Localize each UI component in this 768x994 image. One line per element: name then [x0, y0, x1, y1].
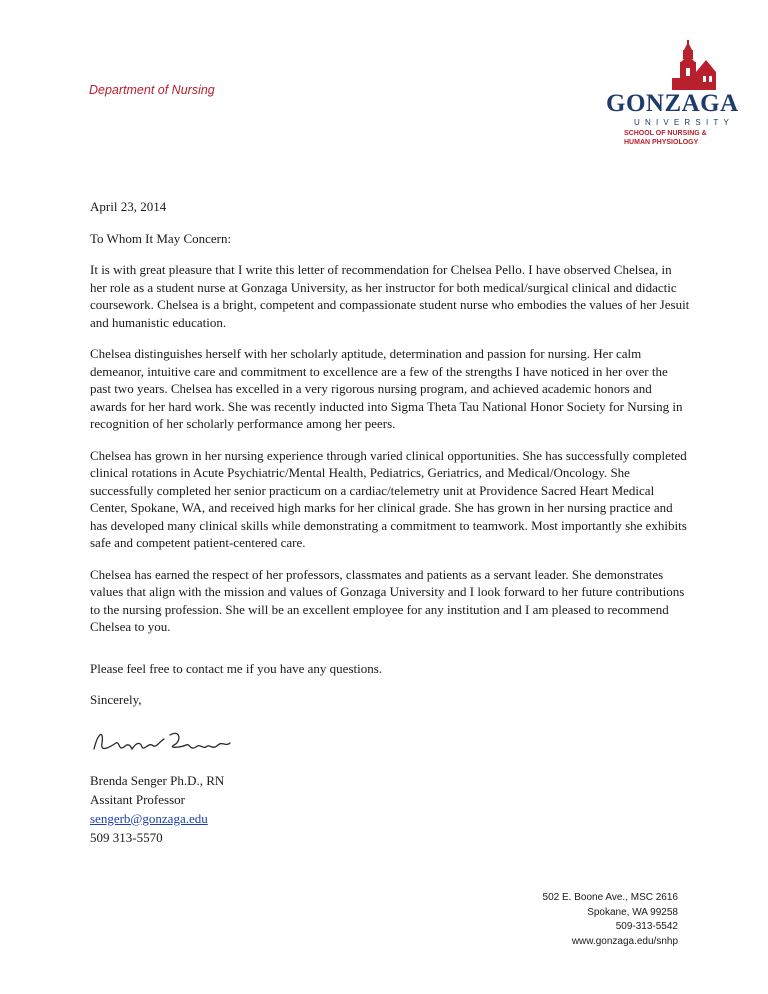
footer-address-line2: Spokane, WA 99258 — [587, 906, 678, 918]
signer-email-link[interactable]: sengerb@gonzaga.edu — [90, 810, 208, 826]
paragraph-2: Chelsea distinguishes herself with her scholarly aptitude, determination and passion for nursing. Her calm demeanor, intuitive care and commitment to excellence are a few of the strengths I have noticed in her over the past two years. Chelsea has excelled in a very rigorous nursing program, and achieved academic honors and awards for her hard work. She was recently inducted into Sigma Theta Tau National Honor Society for Nursing in recognition of her scholarly performance among her peers. — [90, 346, 683, 431]
logo-school-name — [624, 129, 736, 147]
logo-school-line2: HUMAN PHYSIOLOGY — [624, 139, 699, 146]
paragraph-4: Chelsea has earned the respect of her professors, classmates and patients as a servant leader. She demonstrates values that align with the mission and values of Gonzaga University and I look forward to her future contributions to the nursing profession. She will be an excellent employee for any institution and I am pleased to recommend Chelsea to you. — [90, 566, 685, 634]
letter-body — [90, 198, 690, 847]
paragraph-1: It is with great pleasure that I write this letter of recommendation for Chelsea Pello. I have observed Chelsea, in her role as a student nurse at Gonzaga University, as her instructor for both medical/surgical clinical and didactic coursework. Chelsea is a bright, competent and compassionate student nurse who embodies the values of her Jesuit and humanistic education. — [90, 262, 690, 330]
paragraph-3: Chelsea has grown in her nursing experience through varied clinical opportunities. She has successfully completed clinical rotations in Acute Psychiatric/Mental Health, Pediatrics, Geriatrics, and Medical/Oncology. She successfully completed her senior practicum on a cardiac/telemetry unit at Providence Sacred Heart Medical Center, Spokane, WA, and received high marks for her clinical grade. She has grown in her nursing practice and has developed many clinical skills while demonstrating a commitment to teamwork. Most importantly she exhibits safe and competent patient-centered care. — [90, 447, 687, 550]
logo-subtitle: UNIVERSITY — [633, 118, 734, 127]
closing-note: Please feel free to contact me if you have any questions. — [90, 660, 383, 676]
valediction: Sincerely, — [90, 692, 142, 707]
letter-salutation: To Whom It May Concern: — [90, 230, 232, 246]
logo-wordmark: GONZAGA — [606, 90, 739, 117]
signature-block — [90, 771, 690, 847]
footer-phone: 509-313-5542 — [615, 921, 678, 932]
footer-address — [543, 891, 678, 949]
signature-graphic — [90, 723, 240, 759]
signer-title: Assitant Professor — [90, 791, 185, 807]
handwritten-signature — [90, 723, 690, 759]
letter-date: April 23, 2014 — [90, 199, 167, 214]
footer-address-line1: 502 E. Boone Ave., MSC 2616 — [542, 892, 678, 903]
signer-name: Brenda Senger Ph.D., RN — [90, 772, 225, 788]
department-heading: Department of Nursing — [89, 83, 215, 97]
logo-school-line1: SCHOOL OF NURSING & — [624, 130, 707, 137]
footer-website-link[interactable]: www.gonzaga.edu/snhp — [571, 935, 678, 947]
gonzaga-logo — [606, 38, 739, 158]
signer-phone: 509 313-5570 — [90, 829, 163, 845]
church-spire-icon — [668, 38, 720, 90]
